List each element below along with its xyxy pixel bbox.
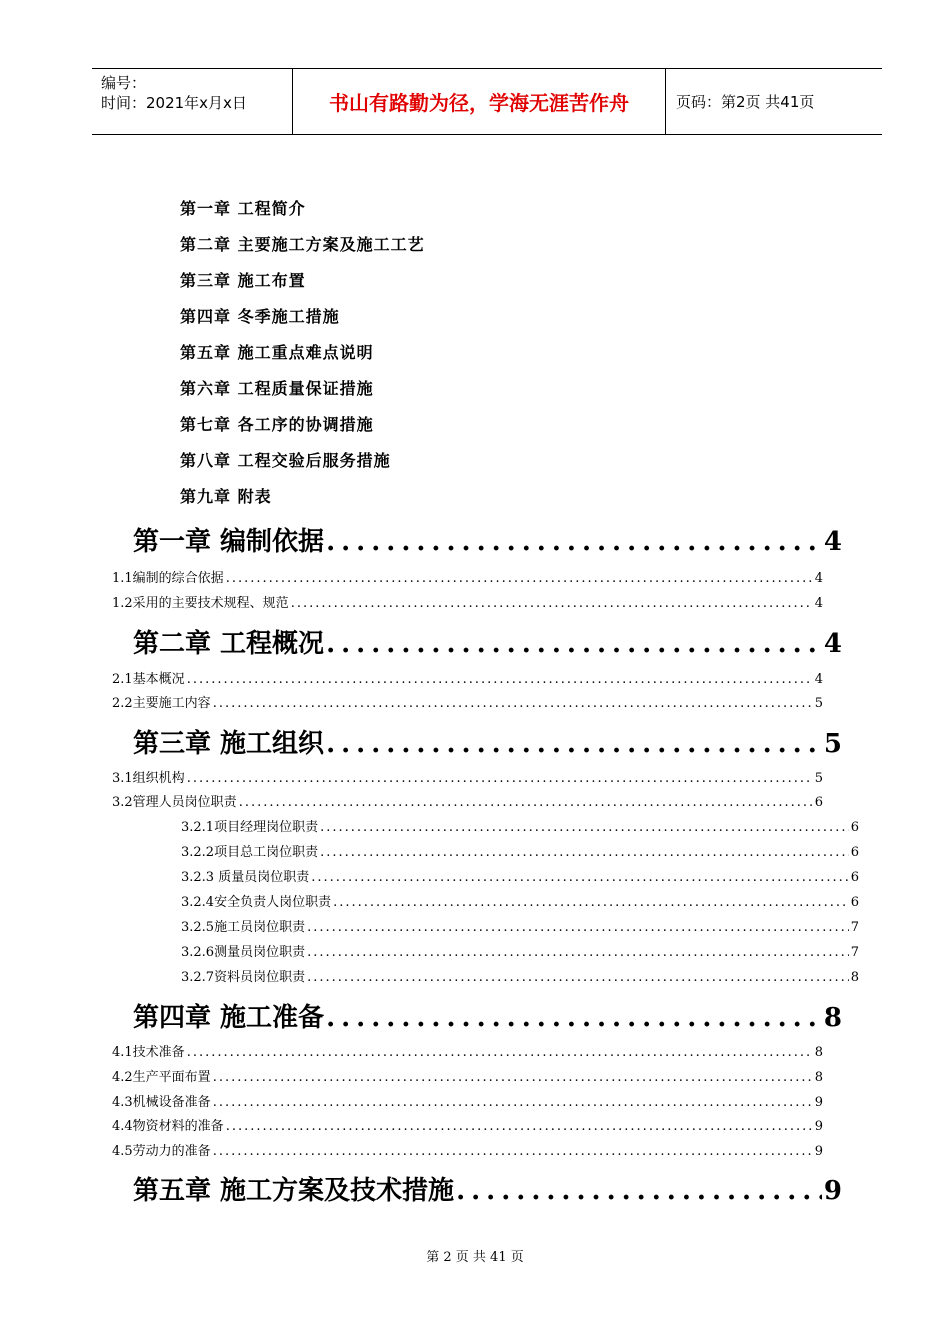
toc-chapter[interactable] [133, 998, 842, 1038]
toc-entry-title: 2.1基本概况 [112, 672, 185, 687]
toc-entry-title: 第二章 工程概况 [133, 629, 325, 659]
toc-entry-title: 3.2.4安全负责人岗位职责 [181, 895, 332, 910]
toc-entry-title: 3.2.3 质量员岗位职责 [181, 870, 310, 885]
toc-entry-page: 6 [850, 820, 859, 835]
toc-leader-dots [213, 1093, 813, 1113]
toc-entry-title: 4.2生产平面布置 [112, 1070, 211, 1085]
toc-entry[interactable] [112, 569, 823, 589]
header-time: 时间：2021年x月x日 [101, 94, 247, 112]
toc-entry[interactable] [112, 670, 823, 690]
header-page-info: 页码：第2页 共41页 [676, 93, 815, 111]
toc-entry[interactable] [112, 793, 823, 813]
toc-leader-dots [307, 918, 849, 938]
toc-leader-dots [291, 594, 813, 614]
toc-leader-dots [307, 968, 849, 988]
toc-leader-dots [326, 624, 822, 664]
toc-entry-page: 4 [823, 527, 842, 557]
toc-entry-page: 4 [814, 571, 823, 586]
toc-entry-page: 8 [814, 1045, 823, 1060]
outline-item: 第三章 施工布置 [180, 271, 306, 290]
toc-entry[interactable] [112, 769, 823, 789]
toc-entry-title: 3.2.1项目经理岗位职责 [181, 820, 319, 835]
toc-entry-title: 4.4物资材料的准备 [112, 1119, 224, 1134]
toc-entry[interactable] [181, 918, 859, 938]
toc-entry-title: 3.2.6测量员岗位职责 [181, 945, 306, 960]
toc-entry-page: 6 [814, 795, 823, 810]
toc-leader-dots [320, 818, 849, 838]
header-motto: 书山有路勤为径，学海无涯苦作舟 [293, 69, 666, 134]
toc-leader-dots [320, 843, 849, 863]
toc-entry-page: 9 [823, 1176, 842, 1206]
toc-leader-dots [213, 1068, 813, 1088]
outline-item: 第二章 主要施工方案及施工工艺 [180, 235, 425, 254]
toc-entry-page: 8 [850, 970, 859, 985]
toc-entry-title: 2.2主要施工内容 [112, 696, 211, 711]
toc-entry-title: 3.2.2项目总工岗位职责 [181, 845, 319, 860]
toc-chapter[interactable] [133, 522, 842, 562]
toc-chapter[interactable] [133, 724, 842, 764]
toc-entry[interactable] [112, 694, 823, 714]
chapter-outline [180, 196, 425, 520]
toc-leader-dots [307, 943, 849, 963]
toc-entry-page: 9 [814, 1119, 823, 1134]
toc-leader-dots [213, 694, 813, 714]
toc-entry-page: 7 [850, 945, 859, 960]
toc-entry[interactable] [112, 1068, 823, 1088]
toc-entry[interactable] [112, 1117, 823, 1137]
outline-item: 第四章 冬季施工措施 [180, 307, 340, 326]
toc-entry-page: 5 [823, 729, 842, 759]
toc-chapter[interactable] [133, 624, 842, 664]
toc-leader-dots [187, 769, 813, 789]
toc-entry-page: 9 [814, 1095, 823, 1110]
toc-entry-title: 第三章 施工组织 [133, 729, 325, 759]
header-number: 编号： [101, 74, 147, 92]
toc-entry-page: 4 [823, 629, 842, 659]
toc-entry-title: 3.2管理人员岗位职责 [112, 795, 237, 810]
toc-entry[interactable] [112, 1093, 823, 1113]
toc-entry[interactable] [181, 843, 859, 863]
toc-entry-page: 6 [850, 870, 859, 885]
toc-leader-dots [326, 724, 822, 764]
toc-entry-page: 9 [814, 1144, 823, 1159]
toc-entry[interactable] [181, 968, 859, 988]
toc-entry[interactable] [112, 1043, 823, 1063]
toc-entry-page: 8 [823, 1003, 842, 1033]
toc-entry-title: 1.2采用的主要技术规程、规范 [112, 596, 289, 611]
toc-entry-title: 1.1编制的综合依据 [112, 571, 224, 586]
toc-entry-title: 4.1技术准备 [112, 1045, 185, 1060]
toc-entry[interactable] [112, 594, 823, 614]
toc-entry[interactable] [181, 818, 859, 838]
toc-entry-title: 第一章 编制依据 [133, 527, 325, 557]
toc-leader-dots [326, 522, 822, 562]
toc-entry-page: 8 [814, 1070, 823, 1085]
toc-entry-page: 4 [814, 672, 823, 687]
outline-item: 第六章 工程质量保证措施 [180, 379, 374, 398]
toc-entry-page: 4 [814, 596, 823, 611]
toc-entry[interactable] [181, 893, 859, 913]
toc-entry-page: 6 [850, 845, 859, 860]
toc-entry-title: 4.5劳动力的准备 [112, 1144, 211, 1159]
toc-entry-page: 7 [850, 920, 859, 935]
toc-leader-dots [239, 793, 813, 813]
toc-entry[interactable] [181, 868, 859, 888]
outline-item: 第五章 施工重点难点说明 [180, 343, 374, 362]
toc-leader-dots [226, 1117, 813, 1137]
toc-leader-dots [326, 998, 822, 1038]
outline-item: 第一章 工程简介 [180, 199, 306, 218]
toc-leader-dots [226, 569, 813, 589]
toc-entry-page: 5 [814, 771, 823, 786]
toc-leader-dots [311, 868, 849, 888]
toc-entry-title: 第四章 施工准备 [133, 1003, 325, 1033]
outline-item: 第九章 附表 [180, 487, 272, 506]
toc-entry-title: 3.2.5施工员岗位职责 [181, 920, 306, 935]
toc-leader-dots [187, 670, 813, 690]
toc-leader-dots [213, 1142, 813, 1162]
toc-entry[interactable] [181, 943, 859, 963]
toc-entry[interactable] [112, 1142, 823, 1162]
outline-item: 第七章 各工序的协调措施 [180, 415, 374, 434]
header-meta [92, 69, 293, 134]
toc-leader-dots [187, 1043, 813, 1063]
toc-entry-title: 4.3机械设备准备 [112, 1095, 211, 1110]
toc-entry-title: 第五章 施工方案及技术措施 [133, 1176, 455, 1206]
outline-item: 第八章 工程交验后服务措施 [180, 451, 391, 470]
toc-leader-dots [456, 1171, 822, 1211]
toc-entry-page: 6 [850, 895, 859, 910]
toc-chapter[interactable] [133, 1171, 842, 1211]
toc-entry-title: 3.2.7资料员岗位职责 [181, 970, 306, 985]
toc-leader-dots [333, 893, 849, 913]
toc-entry-title: 3.1组织机构 [112, 771, 185, 786]
page-header [92, 68, 882, 135]
page-footer: 第 2 页 共 41 页 [426, 1250, 524, 1265]
toc-entry-page: 5 [814, 696, 823, 711]
